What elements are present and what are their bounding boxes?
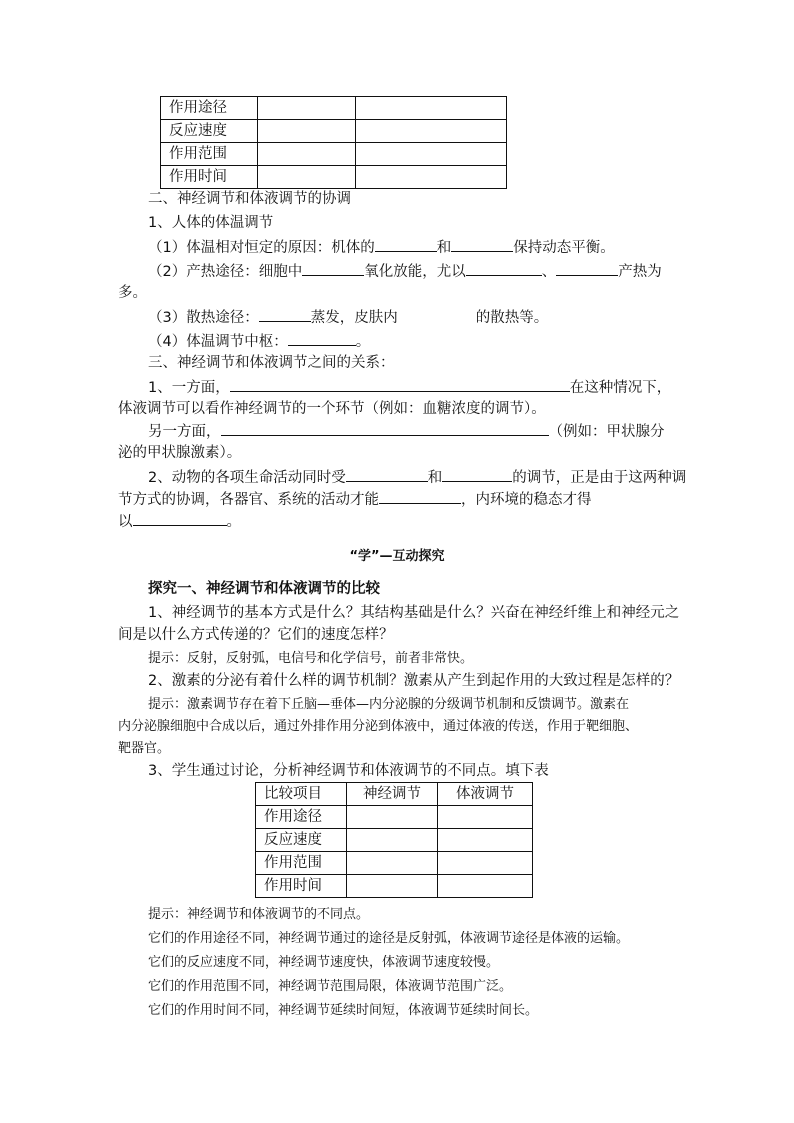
fill-blank xyxy=(375,236,437,252)
table-row xyxy=(256,852,533,875)
fill-blank xyxy=(221,420,549,436)
paragraph-line xyxy=(148,236,615,259)
text: 蒸发，皮肤内 xyxy=(310,310,398,326)
text: 节方式的协调，各器官、系统的活动才能 xyxy=(118,492,379,508)
hint-line: 它们的作用范围不同，神经调节范围局限，体液调节范围广泛。 xyxy=(148,979,513,994)
comparison-table xyxy=(255,782,533,898)
table-cell xyxy=(356,97,507,120)
table-cell: 反应速度 xyxy=(256,829,347,852)
fill-blank xyxy=(133,510,227,526)
fill-blank xyxy=(442,466,512,482)
fill-blank xyxy=(379,488,461,504)
text: （4）体温调节中枢： xyxy=(148,334,288,350)
paragraph-line: 泌的甲状腺激素）。 xyxy=(118,445,242,461)
hint-line: 提示：激素调节存在着下丘脑—垂体—内分泌腺的分级调节机制和反馈调节。激素在 xyxy=(148,697,630,712)
text: 1、一方面， xyxy=(148,380,230,396)
table-cell: 作用途径 xyxy=(161,97,258,120)
table-cell xyxy=(347,875,438,898)
table-cell xyxy=(356,120,507,143)
text: 和 xyxy=(436,240,452,256)
table-header-cell: 比较项目 xyxy=(256,783,347,806)
subheading: 1、人体的体温调节 xyxy=(148,215,274,231)
table-row xyxy=(256,806,533,829)
hint-line: 提示：神经调节和体液调节的不同点。 xyxy=(148,907,370,922)
text: 。 xyxy=(226,514,241,530)
paragraph-line xyxy=(148,420,665,443)
paragraph-line: 体液调节可以看作神经调节的一个环节（例如：血糖浓度的调节）。 xyxy=(118,401,546,417)
text: 。 xyxy=(355,334,371,350)
text: （3）散热途径： xyxy=(148,310,259,326)
fill-blank xyxy=(288,330,356,346)
hint-line: 它们的作用途径不同，神经调节通过的途径是反射弧，体液调节途径是体液的运输。 xyxy=(148,931,630,946)
text: ，内环境的稳态才得 xyxy=(461,492,592,508)
table-cell xyxy=(438,829,533,852)
hint-line: 靶器官。 xyxy=(118,741,171,756)
hint-line: 内分泌腺细胞中合成以后，通过外排作用分泌到体液中，通过体液的传送，作用于靶细胞、 xyxy=(118,719,639,734)
table-cell: 反应速度 xyxy=(161,120,258,143)
fill-blank xyxy=(302,260,364,276)
table-row xyxy=(161,166,507,189)
table-header-row xyxy=(256,783,533,806)
table-cell xyxy=(438,875,533,898)
table-cell xyxy=(347,829,438,852)
paragraph-line xyxy=(148,466,686,489)
section-title: “学”—互动探究 xyxy=(349,549,445,564)
explore-heading: 探究一、神经调节和体液调节的比较 xyxy=(148,581,380,597)
paragraph-line xyxy=(148,306,548,329)
text: 在这种情况下， xyxy=(569,380,672,396)
text: 另一方面， xyxy=(148,424,221,440)
text: 2、动物的各项生命活动同时受 xyxy=(148,470,346,486)
paragraph-line xyxy=(148,260,662,283)
table-row xyxy=(161,97,507,120)
text: 产热为 xyxy=(618,264,662,280)
comparison-table-top xyxy=(160,96,507,189)
text: （例如：甲状腺分 xyxy=(548,424,665,440)
table-cell xyxy=(356,166,507,189)
question-line: 3、学生通过讨论，分析神经调节和体液调节的不同点。填下表 xyxy=(148,763,549,779)
table-row xyxy=(161,143,507,166)
table-cell: 作用范围 xyxy=(161,143,258,166)
fill-blank xyxy=(451,236,513,252)
text: 、 xyxy=(541,264,557,280)
fill-blank xyxy=(259,306,311,322)
table-cell xyxy=(438,806,533,829)
table-row xyxy=(161,120,507,143)
text: 保持动态平衡。 xyxy=(513,240,615,256)
question-line: 间是以什么方式传递的？它们的速度怎样？ xyxy=(118,627,394,643)
text: （2）产热途径：细胞中 xyxy=(148,264,303,280)
paragraph-line xyxy=(118,510,241,533)
table-cell xyxy=(258,166,356,189)
table-cell: 作用途径 xyxy=(256,806,347,829)
fill-blank xyxy=(556,260,618,276)
table-cell xyxy=(347,852,438,875)
text: 氧化放能，尤以 xyxy=(364,264,466,280)
table-header-cell: 神经调节 xyxy=(347,783,438,806)
question-line: 2、激素的分泌有着什么样的调节机制？激素从产生到起作用的大致过程是怎样的？ xyxy=(148,673,680,689)
table-cell xyxy=(347,806,438,829)
fill-blank xyxy=(346,466,428,482)
table-cell: 作用范围 xyxy=(256,852,347,875)
table-cell xyxy=(258,143,356,166)
text: 的调节，正是由于这两种调 xyxy=(512,470,687,486)
hint-line: 它们的反应速度不同，神经调节速度快，体液调节速度较慢。 xyxy=(148,955,500,970)
question-line: 1、神经调节的基本方式是什么？其结构基础是什么？兴奋在神经纤维上和神经元之 xyxy=(148,605,680,621)
hint-line: 提示：反射，反射弧，电信号和化学信号，前者非常快。 xyxy=(148,651,474,666)
text: 以 xyxy=(118,514,133,530)
table-cell xyxy=(438,852,533,875)
table-cell xyxy=(258,120,356,143)
table-cell: 作用时间 xyxy=(161,166,258,189)
paragraph-line xyxy=(148,330,370,353)
table-cell xyxy=(258,97,356,120)
text: 和 xyxy=(427,470,443,486)
section-heading: 二、神经调节和体液调节的协调 xyxy=(148,191,351,207)
table-row xyxy=(256,875,533,898)
fill-blank xyxy=(230,376,570,392)
table-header-cell: 体液调节 xyxy=(438,783,533,806)
table-row xyxy=(256,829,533,852)
table-cell: 作用时间 xyxy=(256,875,347,898)
paragraph-line xyxy=(148,376,671,399)
text: 的散热等。 xyxy=(475,310,549,326)
paragraph-line: 多。 xyxy=(118,285,147,301)
fill-blank xyxy=(466,260,542,276)
section-heading: 三、神经调节和体液调节之间的关系： xyxy=(148,355,395,371)
hint-line: 它们的作用时间不同，神经调节延续时间短，体液调节延续时间长。 xyxy=(148,1003,539,1018)
table-cell xyxy=(356,143,507,166)
text: （1）体温相对恒定的原因：机体的 xyxy=(148,240,375,256)
paragraph-line xyxy=(118,488,592,511)
